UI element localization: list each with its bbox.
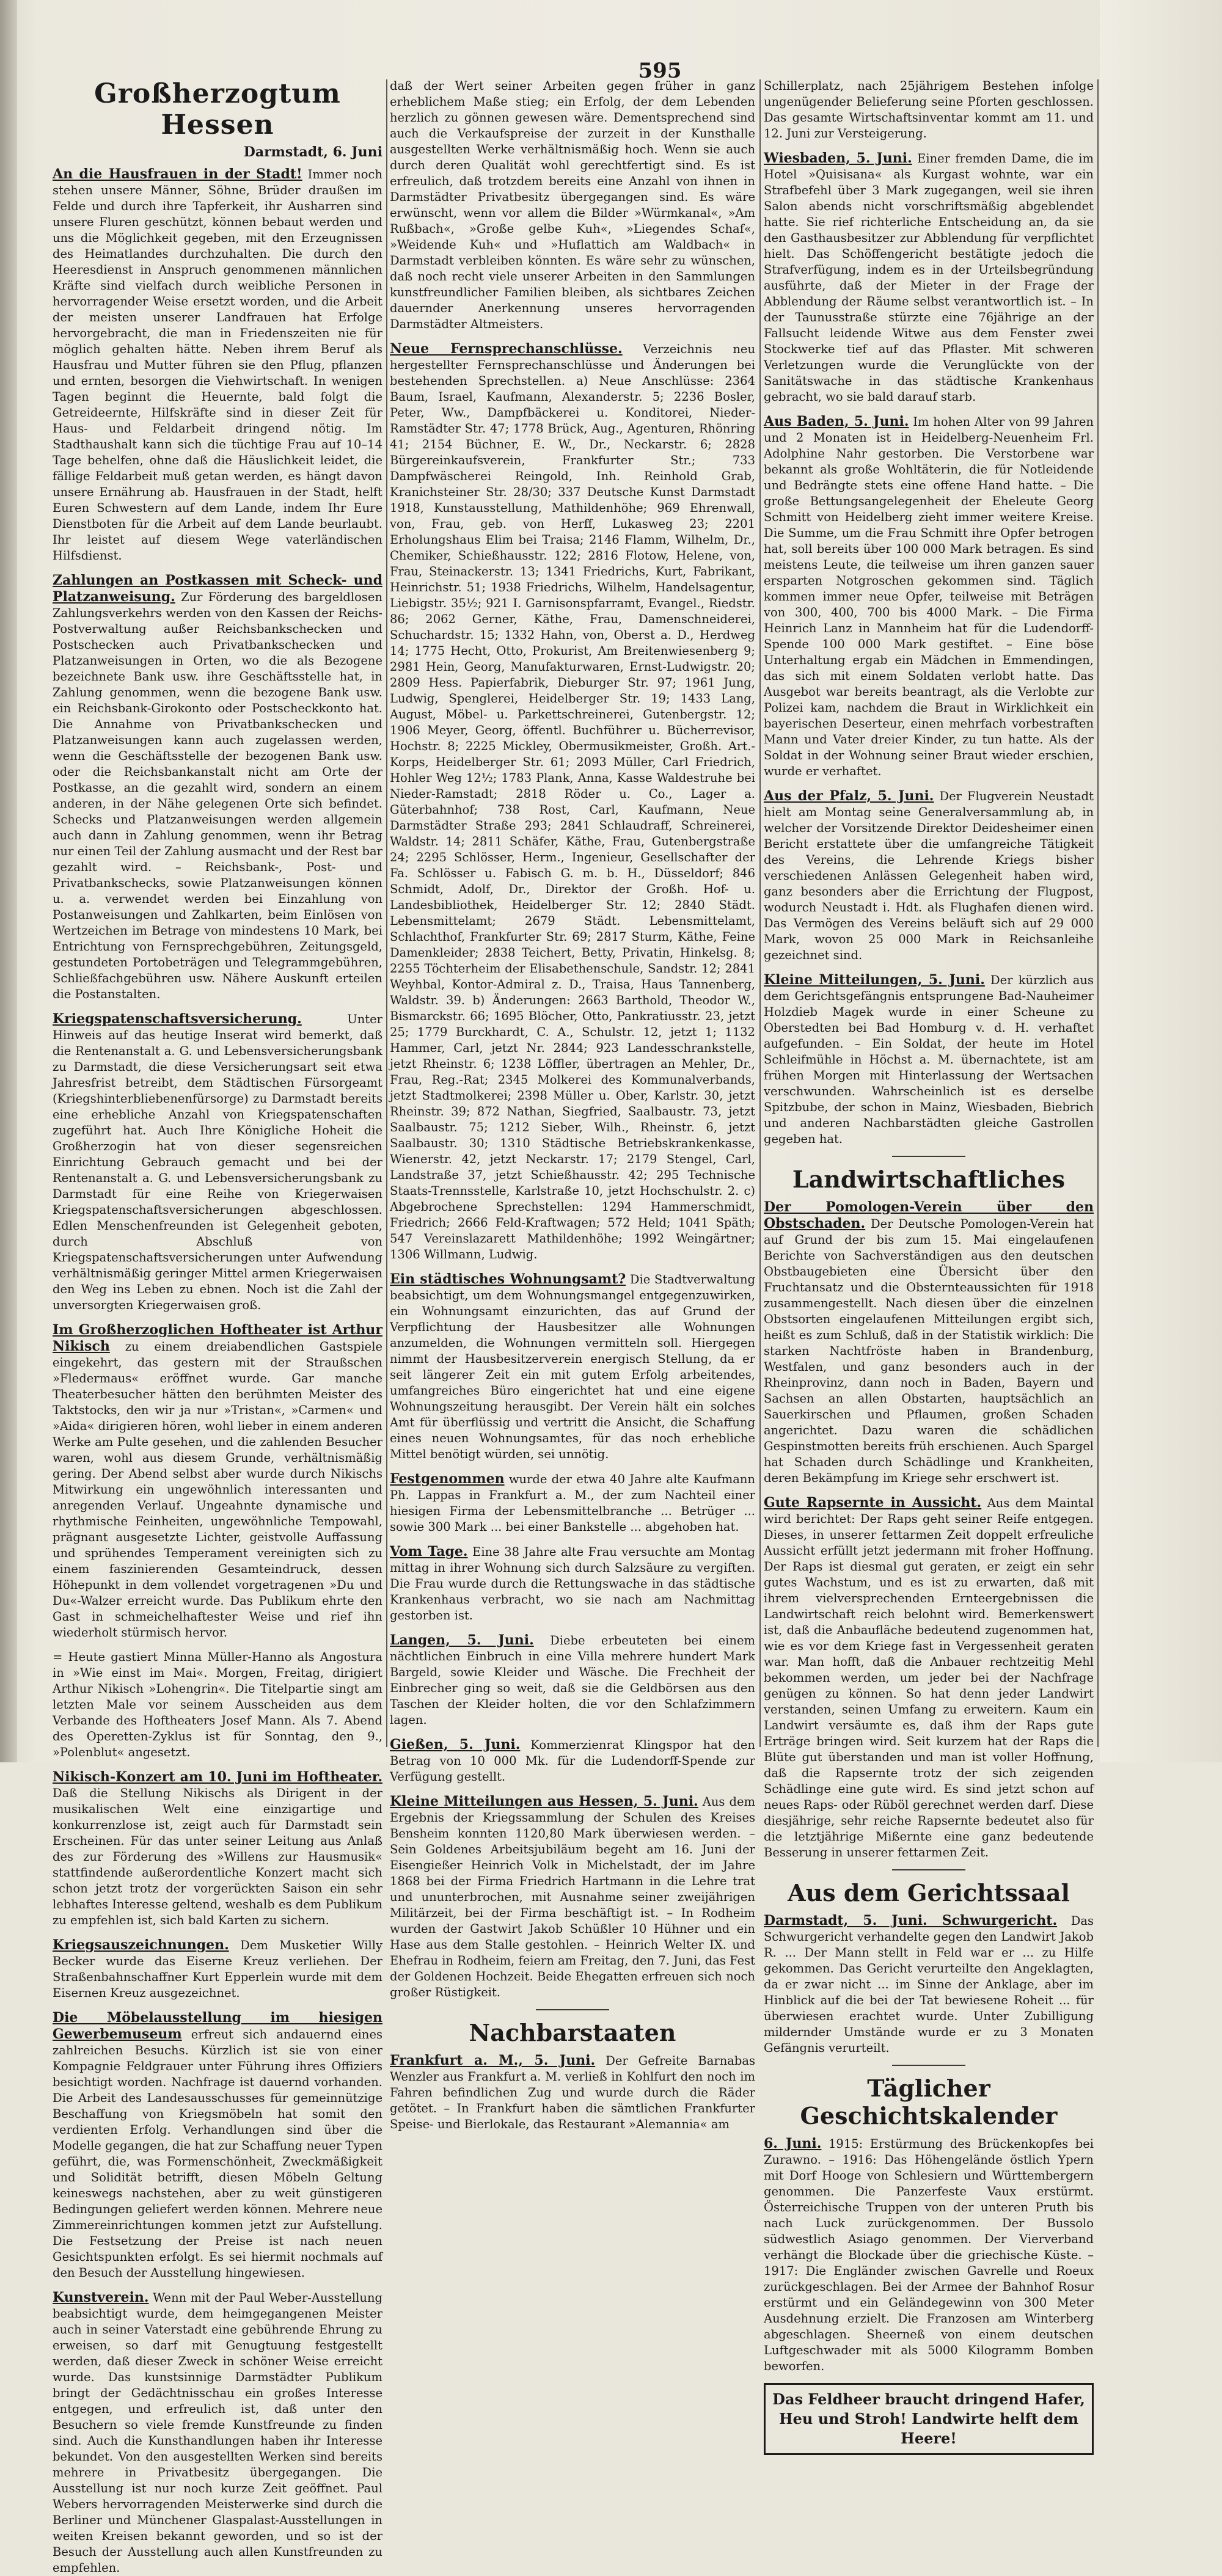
article-text: Eine 38 Jahre alte Frau versuchte am Montag mittag in ihrer Wohnung sich durch Salzsäure zu vergiften. Die Frau wurde durch die Rettungswache in das städtische Krankenhaus verbracht, wo sie nach am Nachmittag gestorben ist. — [390, 1545, 755, 1622]
article-title: Ein städtisches Wohnungsamt? — [390, 1271, 626, 1287]
notice-box: Das Feldheer braucht dringend Hafer, Heu und Stroh! Landwirte helft dem Heere! — [764, 2383, 1094, 2455]
article-title: Nikisch-Konzert am 10. Juni im Hoftheater. — [53, 1769, 382, 1785]
article-body — [390, 1632, 755, 1728]
article — [53, 1649, 382, 1761]
article-text: Immer noch stehen unsere Männer, Söhne, Brüder draußen im Felde und durch ihre Tapferkeit, ihr Ausharren sind unsere Fluren geschützt, können bebaut werden und uns die Möglichkeit gegeben, mit den Erzeugnissen des Heimatlandes durchzuhalten. Die durch den Heeresdienst in Anspruch genommenen männlichen Kräfte sind vielfach durch weibliche Personen in hervorragender Weise ersetzt worden, und die Arbeit der meisten unserer Landfrauen hat Erfolge hervorgebracht, die man in Friedenszeiten nie für möglich gehalten hätte. Neben ihrem Beruf als Hausfrau und Mutter führen sie den Pflug, pflanzen und ernten, besorgen die Viehwirtschaft. In wenigen Tagen beginnt die Heuernte, bald folgt die Getreideernte, Hilfskräfte sind in dieser Zeit für Haus- und Feldarbeit dringend nötig. Im Stadthaushalt kann sich die tüchtige Frau auf 10–14 Tage behelfen, ohne daß die Häuslichkeit leidet, die fällige Feldarbeit muß getan werden, es hängt davon unsere Ernährung ab. Hausfrauen in der Stadt, helft Euren Schwestern auf dem Lande, indem Ihr Eure Dienstboten für die Arbeit auf dem Lande beurlaubt. Ihr leistet auf diesem Wege vaterländischen Hilfsdienst. — [53, 167, 382, 563]
article-title: Zahlungen an Postkassen mit Scheck- und Platzanweisung. — [53, 572, 382, 605]
section-heading-gerichtssaal: Aus dem Gerichtssaal — [788, 1879, 1070, 1906]
article-text: zu einem dreiabendlichen Gastspiele eingekehrt, das gestern mit der Straußschen »Fledermaus« eröffnet wurde. Gar manche Theaterbesucher hätten den berühmten Meister des Taktstocks, den wir ja nur »Tristan«, »Carmen« und »Aida« dirigieren hören, wohl lieber in einem anderen Werke am Pulte gesehen, und die zahlenden Besucher waren, wohl aus diesem Grunde, verhältnismäßig gering. Der Abend selbst aber wurde durch Nikischs Mitwirkung ein ungewöhnlich interessanten und anregenden Verlauf. Ungeahnte dynamische und rhythmische Feinheiten, ungewöhnliche Tempowahl, prägnant ausgesetzte Lichter, geistvolle Auffassung und sprühendes Temperament vereinigten sich zu einem faszinierenden Gesamteindruck, dessen Höhepunkt in dem vollendet vorgetragenen »Du und Du«-Walzer erreicht wurde. Das Publikum ehrte den Gast in schmeichelhaftester Weise und rief ihn wiederholt stürmisch hervor. — [53, 1340, 382, 1640]
column-1-articles — [53, 166, 382, 2576]
article-body — [764, 972, 1094, 1147]
article — [764, 1495, 1094, 1861]
article-body — [764, 788, 1094, 963]
article-text: Diebe erbeuteten bei einem nächtlichen Einbruch in eine Villa mehrere hundert Mark Bargeld, sowie Kleider und Wäsche. Die Frechheit der Einbrecher ging so weit, daß sie die Geldbörsen aus den Taschen der Kleider holten, die vor den Schlafzimmern lagen. — [390, 1633, 755, 1727]
article-text: Der kürzlich aus dem Gerichtsgefängnis entsprungene Bad-Nauheimer Holzdieb Magek wurde in einer Scheune zu Oberstedten bei Bad Homburg v. d. H. verhaftet aufgefunden. – Ein Soldat, der heute im Hotel Schleifmühle in Höchst a. M. übernachtete, ist am frühen Morgen mit Hinterlassung der Wertsachen verschwunden. Wahrscheinlich ist es derselbe Spitzbube, der schon in Mainz, Wiesbaden, Biebrich und anderen Nachbarstädten gleiche Gastrollen gegeben hat. — [764, 973, 1094, 1146]
article-body — [390, 1471, 755, 1535]
column-rule-3 — [1097, 79, 1099, 1747]
article-title: Kriegsauszeichnungen. — [53, 1937, 229, 1953]
article-body — [53, 1649, 382, 1761]
article — [390, 1271, 755, 1462]
article-title: Wiesbaden, 5. Juni. — [764, 150, 912, 166]
column-1 — [53, 78, 383, 2575]
article — [53, 1011, 382, 1313]
article-body — [53, 166, 382, 564]
article — [53, 1769, 382, 1928]
article — [764, 150, 1094, 405]
article-title: Gießen, 5. Juni. — [390, 1737, 521, 1753]
nachbarstaaten-articles — [390, 2052, 755, 2133]
article-body — [390, 1544, 755, 1624]
article-body — [764, 150, 1094, 405]
page-number: 595 — [638, 59, 682, 83]
article-body — [390, 2052, 755, 2133]
article — [764, 2136, 1094, 2374]
article-text: 1915: Erstürmung des Brückenkopfes bei Zurawno. – 1916: Das Höhengelände östlich Ypern mit Dorf Hooge von Schlesiern und Württembergern genommen. Die Panzerfeste Vaux erstürmt. Österreichische Truppen von der unteren Pruth bis nach Luck zurückgenommen. Der Bussolo südwestlich Asiago genommen. Der Vierverband verhängt die Blockade über die griechische Küste. – 1917: Die Engländer zwischen Gavrelle und Roeux zurückgeschlagen. Bei der Armee der Bahnhof Rosur erstürmt und ein Geländegewinn von 300 Meter Ausdehnung erzielt. Die Franzosen am Winterberg abgeschlagen. Sheerneß von einem deutschen Luftgeschwader mit als 5000 Kilogramm Bomben beworfen. — [764, 2137, 1094, 2373]
article-title: Kunstverein. — [53, 2290, 149, 2305]
column-rule-2 — [759, 79, 761, 1747]
geschichtskalender-articles — [764, 2136, 1094, 2374]
article — [390, 1793, 755, 2001]
article-title: Vom Tage. — [390, 1544, 468, 1560]
article — [53, 1322, 382, 1641]
article-text: Verzeichnis neu hergestellter Fernsprechanschlüsse und Änderungen bei bestehenden Sprechstellen. a) Neue Anschlüsse: 2364 Baum, Israel, Kaufmann, Alexanderstr. 5; 2236 Bosler, Peter, Ww., Dampfbäckerei u. Konditorei, Nieder-Ramstädter Str. 47; 1778 Brück, Aug., Agenturen, Rhönring 41; 2154 Büchner, E. W., Dr., Neckarstr. 6; 2828 Bürgereinkaufsverein, Frankfurter Str.; 733 Dampfwäscherei Reingold, Inh. Reinhold Grab, Kranichsteiner Str. 28/30; 337 Deutsche Kunst Darmstadt 1918, Kunstausstellung, Mathildenhöhe; 969 Ehrenwall, von, Frau, geb. von Herff, Lukasweg 23; 2201 Erholungshaus Elim bei Traisa; 2146 Flamm, Wilhelm, Dr., Chemiker, Schießhausstr. 122; 2816 Flotow, Helene, von, Frau, Steinackerstr. 13; 1341 Friedrichs, Kurt, Fabrikant, Heinrichstr. 51; 1938 Friedrichs, Wilhelm, Handelsagentur, Liebigstr. 35½; 921 I. Garnisonspfarramt, Evangel., Riedstr. 86; 2062 Gerner, Käthe, Frau, Damenschneiderei, Schuchardstr. 15; 1332 Hahn, von, Oberst a. D., Herdweg 14; 1775 Hecht, Otto, Prokurist, Am Breitenwiesenberg 9; 2981 Hein, Georg, Manufakturwaren, Ernst-Ludwigstr. 20; 2809 Hess. Papierfabrik, Dieburger Str. 97; 1961 Jung, Ludwig, Spenglerei, Heidelberger Str. 19; 1433 Lang, August, Möbel- u. Parkettschreinerei, Gutenbergstr. 12; 1906 Meyer, Georg, öffentl. Buchführer u. Bücherrevisor, Hochstr. 8; 2225 Mickley, Obermusikmeister, Großh. Art.-Korps, Heidelberger Str. 61; 2093 Müller, Carl Friedrich, Hohler Weg 12½; 1783 Plank, Anna, Kasse Waldestruhe bei Nieder-Ramstadt; 2818 Röder u. Co., Lager a. Güterbahnhof; 738 Rost, Carl, Kaufmann, Neue Darmstädter Straße 293; 2841 Schlaudraff, Schreinerei, Waldstr. 14; 2811 Schäfer, Käthe, Frau, Gutenbergstraße 24; 2295 Schlösser, Herm., Ingenieur, Gesellschafter der Fa. Schlösser u. Fabisch G. m. b. H., Düsseldorf; 846 Schmidt, Adolf, Dr., Direktor der Großh. Hof- u. Landesbibliothek, Heidelberger Str. 12; 2840 Städt. Lebensmittelamt; 2679 Städt. Lebensmittelamt, Schlachthof, Frankfurter Str. 69; 2817 Sturm, Käthe, Feine Damenkleider; 2838 Teichert, Betty, Privatin, Hinkelsg. 8; 2255 Töchterheim der Elisabethenschule, Sandstr. 12; 2841 Weyhbal, Kontor-Admiral z. D., Traisa, Haus Tannenberg, Waldstr. 39. b) Änderungen: 2663 Barthold, Theodor W., Bismarckstr. 66; 1695 Blöcher, Otto, Pankratiusstr. 23, jetzt 25; 1779 Burckhardt, C. A., Schulstr. 12, jetzt 1; 1132 Hammer, Carl, jetzt Nr. 2844; 923 Landesschrankstelle, jetzt Rheinstr. 6; 1238 Löffler, übertragen an Mehler, Dr., Frau, Reg.-Rat; 2345 Molkerei des Kommunalverbands, jetzt Stadtmolkerei; 2398 Müller u. Ober, Karlstr. 30, jetzt Rheinstr. 39; 872 Nathan, Siegfried, Saalbaustr. 73, jetzt Saalbaustr. 75; 1212 Sieber, Wilh., Rheinstr. 6, jetzt Saalbaustr. 30; 1310 Städtische Betriebskrankenkasse, Wienerstr. 42, jetzt Neckarstr. 17; 2179 Stengel, Carl, Landstraße 37, jetzt Schießhausstr. 42; 295 Technische Staats-Trennsstelle, Karlstraße 10, jetzt Hochschulstr. 2. c) Abgebrochene Sprechstellen: 1294 Hammerschmidt, Friedrich; 2666 Feld-Kraftwagen; 572 Held; 1041 Späth; 547 Vereinslazarett Mathildenhöhe; 1992 Weingärtner; 1306 Willmann, Ludwig. — [390, 342, 756, 1261]
section-heading-nachbarstaaten: Nachbarstaaten — [469, 2019, 676, 2046]
article-text: Die Stadtverwaltung beabsichtigt, um dem Wohnungsmangel entgegenzuwirken, ein Wohnungsamt einzurichten, das auf Grund der Verpflichtung der Hausbesitzer alle Wohnungen anzumelden, die Wohnungen vermitteln soll. Hiergegen nimmt der Hausbesitzerverein energisch Stellung, da er seit längerer Zeit ein mit gutem Erfolg arbeitendes, umfangreiches Büro eingerichtet hat und eine eigene Wohnungszeitung herausgibt. Der Verein hält ein solches Amt für überflüssig und vertritt die Ansicht, die Schaffung eines neuen Wohnungsamtes, für das noch erhebliche Mittel benötigt würden, sei unnötig. — [390, 1272, 755, 1461]
dateline: Darmstadt, 6. Juni — [243, 144, 382, 160]
article-text: Dem Musketier Willy Becker wurde das Eiserne Kreuz verliehen. Der Straßenbahnschaffner Kurt Epperlein wurde mit dem Eisernen Kreuz ausgezeichnet. — [53, 1938, 382, 2000]
article-title: Aus der Pfalz, 5. Juni. — [764, 788, 934, 804]
article-text: Kommerzienrat Klingspor hat den Betrag von 10 000 Mk. für die Ludendorff-Spende zur Verfügung gestellt. — [390, 1738, 755, 1784]
article — [390, 341, 755, 1263]
landwirtschaft-articles — [764, 1199, 1094, 1861]
article-text: Schillerplatz, nach 25jährigem Bestehen infolge ungenügender Belieferung seine Pforten geschlossen. Das gesamte Wirtschaftsinventar kommt am 11. und 12. Juni zur Versteigerung. — [764, 79, 1094, 140]
article-body — [53, 2010, 382, 2281]
article-body — [53, 2290, 382, 2576]
article-body — [390, 78, 755, 332]
article-text: Daß die Stellung Nikischs als Dirigent in der musikalischen Welt eine einzigartige und konkurrenzlose ist, zeigt auch für Darmstadt sein Erscheinen. Für das unter seiner Leitung aus Anlaß des zur Förderung des »Willens zur Hausmusik« stattfindende außerordentliche Konzert macht sich schon jetzt trotz der vorgerückten Saison ein sehr lebhaftes Interesse geltend, weshalb es dem Publikum zu empfehlen ist, sich bald Karten zu sichern. — [53, 1786, 382, 1927]
article-text: Wenn mit der Paul Weber-Ausstellung beabsichtigt wurde, dem heimgegangenen Meister auch in seiner Vaterstadt eine gebührende Ehrung zu erweisen, so darf mit Genugtuung festgestellt werden, daß dieser Zweck in schöner Weise erreicht wurde. Das kunstsinnige Darmstädter Publikum bringt der Gedächtnisschau ein großes Interesse entgegen, und erfreulich ist, daß unter den Besuchern so viele fremde Kunstfreunde zu finden sind. Auch die Kunsthandlungen haben ihr Interesse bekundet. Von den ausgestellten Werken sind bereits mehrere in Privatbesitz übergegangen. Die Ausstellung ist nur noch kurze Zeit geöffnet. Paul Webers hervorragenden Meisterwerke sind durch die Berliner und Münchener Glaspalast-Ausstellungen in weiten Kreisen bekannt geworden, und so ist der Besuch der Ausstellung auch allen Kunstfreunden zu empfehlen. — [53, 2291, 382, 2575]
column-rule-1 — [386, 79, 387, 1747]
article-body — [764, 2136, 1094, 2374]
article-title: Kleine Mitteilungen, 5. Juni. — [764, 972, 985, 988]
article-title: An die Hausfrauen in der Stadt! — [53, 166, 302, 182]
article — [764, 1199, 1094, 1486]
article — [53, 2290, 382, 2576]
article-title: 6. Juni. — [764, 2136, 822, 2151]
section-separator — [892, 2065, 965, 2066]
article-title: Die Möbelausstellung im hiesigen Gewerbemuseum — [53, 2010, 382, 2042]
article-text: Aus dem Maintal wird berichtet: Der Raps geht seiner Reife entgegen. Dieses, in unserer fettarmen Zeit doppelt erfreuliche Aussicht erfüllt jetzt jedermann mit froher Hoffnung. Der Raps ist diesmal gut geraten, er zeigt ein sehr gutes Wachstum, und es ist zu erwarten, daß mit ihrem vielversprechenden Ernteergebnissen die Landwirtschaft reich belohnt wird. Bemerkenswert ist, daß die Anbaufläche bedeutend zugenommen hat, wie es vor dem Kriege fast in Vergessenheit geraten war. Man hofft, daß die Anbauer rechtzeitig Mehl bekommen werden, um jeder bei der Nachfrage genügen zu können. So hat denn jeder Landwirt verstanden, seinen Umfang zu erweitern. Kaum ein Landwirt versäumte es, daß ihm der Raps gute Erträge bringen wird. Seit kurzem hat der Raps die Blüte gut überstanden und man ist voller Hoffnung, daß die Rapsernte trotz der sich zeigenden Schädlinge eine gute wird. Es sind jetzt schon auf neues Raps- oder Rüböl gerechnet werden darf. Diese diesjährige, sehr reiche Rapsernte bedeutet also für die letztjährige Mißernte eine ganz bedeutende Besserung in unserer fettarmen Zeit. — [764, 1496, 1094, 1859]
article-title: Im Großherzoglichen Hoftheater ist Arthur Nikisch — [53, 1322, 382, 1354]
article — [764, 414, 1094, 779]
article-body — [764, 78, 1094, 142]
article-title: Frankfurt a. M., 5. Juni. — [390, 2052, 596, 2068]
article-body — [53, 1322, 382, 1641]
article — [764, 78, 1094, 142]
article-title: Der Pomologen-Verein über den Obstschaden. — [764, 1199, 1094, 1231]
article-text: Unter Hinweis auf das heutige Inserat wird bemerkt, daß die Rentenanstalt a. G. und Lebensversicherungsbank zu Darmstadt, die diese Versicherungsart seit etwa Jahresfrist betreibt, dem Städtischen Fürsorgeamt (Kriegshinterbliebenenfürsorge) zu Darmstadt bereits eine erhebliche Anzahl von Kriegspatenschaften zugeführt hat. Auch Ihre Königliche Hoheit die Großherzogin hat von dieser segensreichen Einrichtung Gebrauch gemacht und bei der Rentenanstalt a. G. und Lebensversicherungsbank zu Darmstadt für eine Reihe von Kriegerwaisen Kriegspatenschaftsversicherungen abgeschlossen. Edlen Menschenfreunden ist Gelegenheit geboten, durch Abschluß von Kriegspatenschaftsversicherungen unter Aufwendung verhältnismäßig geringer Mittel armen Kriegerwaisen den Weg ins Leben zu ebnen. Noch ist die Zahl der unversorgten Kriegerwaisen groß. — [53, 1012, 382, 1312]
article-title: Festgenommen — [390, 1471, 505, 1487]
column-2-articles — [390, 78, 755, 2001]
article-text: erfreut sich andauernd eines zahlreichen Besuchs. Kürzlich ist sie von einer Kompagnie Feldgrauer unter Führung ihres Offiziers besichtigt worden. Nachfrage ist dauernd vorhanden. Die Arbeit des Landesausschusses für gemeinnützige Beschaffung von Kriegsmöbeln hat somit den verdienten Erfolg. Verhandlungen sind über die Modelle gegangen, die hat zur Schaffung neuer Typen geführt, die, was Formenschönheit, Zweckmäßigkeit und Solidität betrifft, diesen Möbeln Geltung keineswegs nachstehen, aber zu weit günstigeren Bedingungen geliefert werden können. Mehrere neue Zimmereinrichtungen kommen jetzt zur Aufstellung. Die Festsetzung der Preise ist nach neuen Gesichtspunkten erfolgt. Es sei hiermit nochmals auf den Besuch der Ausstellung hingewiesen. — [53, 2027, 382, 2280]
article-title: Langen, 5. Juni. — [390, 1632, 534, 1648]
article — [390, 2052, 755, 2133]
article-title: Kriegspatenschaftsversicherung. — [53, 1011, 302, 1027]
article — [53, 572, 382, 1002]
article-body — [53, 1769, 382, 1928]
article-text: Der Deutsche Pomologen-Verein hat auf Grund der bis zum 15. Mai eingelaufenen Berichte von Sachverständigen aus den deutschen Obstbaugebieten eine Übersicht über den Fruchtansatz und die Obsternteaussichten für 1918 zusammengestellt. Nach diesen über die einzelnen Obstsorten eingelaufenen Mitteilungen ergibt sich, heißt es zum Schluß, daß in der Statistik wirklich: Die starken Nachtfröste haben in Brandenburg, Westfalen, und ganz besonders auch in der Rheinprovinz, dann noch in Baden, Bayern und Sachsen an allen Obstarten, hauptsächlich an Sauerkirschen und Pflaumen, großen Schaden angerichtet. Dazu waren die schädlichen Gespinstmotten bereits früh erschienen. Auch Spargel hat Schaden durch Schädlinge und Krankheiten, deren Bekämpfung im Kriege sehr erschwert ist. — [764, 1217, 1094, 1485]
article — [390, 1544, 755, 1624]
article-text: Der Gefreite Barnabas Wenzler aus Frankfurt a. M. verließ in Kohlfurt den noch im Fahren befindlichen Zug und wurde durch die Räder getötet. – In Frankfurt haben die sämtlichen Frankfurter Speise- und Bierlokale, das Restaurant »Alemannia« am — [390, 2054, 756, 2131]
column-2 — [390, 78, 756, 2131]
scan-binding-edge — [0, 0, 17, 1762]
article — [390, 1471, 755, 1535]
article — [764, 788, 1094, 963]
article-body — [390, 341, 755, 1263]
article-text: wurde der etwa 40 Jahre alte Kaufmann Ph. Lappas in Frankfurt a. M., der zum Nachteil einer hiesigen Firma der Lebensmittelbranche ... Betrüger ... sowie 300 Mark ... bei einer Bankstelle ... abgehoben hat. — [390, 1472, 755, 1534]
article-title: Neue Fernsprechanschlüsse. — [390, 341, 623, 357]
section-heading-landwirtschaftliches: Landwirtschaftliches — [792, 1166, 1066, 1193]
section-separator — [892, 1869, 965, 1870]
page-margin-right — [1100, 0, 1222, 1762]
column-3 — [764, 78, 1094, 2447]
section-separator — [892, 1156, 965, 1157]
article-title: Aus Baden, 5. Juni. — [764, 414, 909, 429]
article-body — [764, 414, 1094, 779]
article-text: daß der Wert seiner Arbeiten gegen früher in ganz erheblichem Maße stieg; ein Erfolg, der dem Lebenden herzlich zu gönnen gewesen wäre. Dementsprechend sind auch die Verkaufspreise der zurzeit in der Kunsthalle ausgestellten Werke verhältnismäßig hoch. Wenn sie auch durch deren Qualität wohl gerechtfertigt sind. Es ist erfreulich, daß trotzdem bereits eine Anzahl von ihnen in Darmstädter Privatbesitz übergegangen sind. Es wäre erwünscht, wenn vor allem die Bilder »Würmkanal«, »Am Rußbach«, »Große gelbe Kuh«, »Liegendes Schaf«, »Weidende Kuh« und »Huflattich am Waldbach« in Darmstadt verbleiben könnten. Es wäre sehr zu wünschen, daß noch recht viele unserer Arbeiten in den Sammlungen kunstfreundlicher Familien bleiben, als sichtbares Zeichen dauernder Anerkennung unseres hervorragenden Darmstädter Altmeisters. — [390, 79, 755, 331]
section-separator — [536, 2009, 609, 2010]
article — [764, 1913, 1094, 2056]
gerichtssaal-articles — [764, 1913, 1094, 2056]
article-text: Im hohen Alter von 99 Jahren und 2 Monaten ist in Heidelberg-Neuenheim Frl. Adolphine Nahr gestorben. Die Verstorbene war bekannt als große Wohltäterin, die für Notleidende und Bedrängte stets eine offene Hand hatte. – Die große Bettungsangelegenheit der Eheleute Georg Schmitt von Heidelberg zieht immer weitere Kreise. Die Summe, um die Frau Schmitt ihre Opfer betrogen hat, soll bereits über 100 000 Mark betragen. Es sind meistens Leute, die teilweise um ihren ganzen sauer ersparten Notgroschen gekommen sind. Täglich kommen immer neue Opfer, teilweise mit Beträgen von 300, 400, 700 bis 4000 Mark. – Die Firma Heinrich Lanz in Mannheim hat für die Ludendorff-Spende 100 000 Mark gestiftet. – Eine böse Unterhaltung ergab ein Mädchen in Emmendingen, das sich mit einem Soldaten verlobt hatte. Das Ausgebot war bereits beantragt, als die Verlobte zur Polizei kam, nachdem die Braut in Wirklichkeit ein bayerischen Deserteur, einen mehrfach vorbestraften Mann und Vater dreier Kinder, zu tun hatte. Als der Soldat in der Wohnung seiner Braut wieder erschien, wurde er verhaftet. — [764, 415, 1094, 778]
article — [390, 1632, 755, 1728]
article-title: Gute Rapsernte in Aussicht. — [764, 1495, 982, 1511]
article-body — [390, 1737, 755, 1785]
article — [390, 1737, 755, 1785]
section-heading-geschichtskalender: Täglicher Geschichtskalender — [800, 2074, 1058, 2129]
column-3-articles — [764, 78, 1094, 1147]
article — [53, 166, 382, 564]
article-text: Zur Förderung des bargeldlosen Zahlungsverkehrs werden von den Kassen der Reichs-Postverwaltung außer Reichsbankschecken und Postschecken auch Privatbankschecken und Platzanweisungen in Orten, wo die als Bezogene bezeichnete Bank usw. ihre Geschäftsstelle hat, in Zahlung genommen, wenn die bezogene Bank usw. ein Reichsbank-Girokonto oder Postscheckkonto hat. Die Annahme von Privatbankschecken und Platzanweisungen kann auch zugelassen werden, wenn die Geschäftsstelle der bezogenen Bank usw. oder die Reichsbankanstalt nicht am Orte der Postkasse, an die gezahlt wird, sondern an einem anderen, in der Nähe gelegenen Orte sich befindet. Schecks und Platzanweisungen werden allgemein auch dann in Zahlung genommen, wenn ihr Betrag nur einen Teil der Zahlung ausmacht und der Rest bar gezahlt wird. – Reichsbank-, Post- und Privatbankschecks, sowie Platzanweisungen können u. a. verwendet werden bei Einzahlung von Postanweisungen und Zahlkarten, beim Einlösen von Wertzeichen im Betrage von mindestens 10 Mark, bei Entrichtung von Fernsprechgebühren, Zeitungsgeld, gestundeten Portobeträgen und Telegrammgebühren, Schließfachgebühren usw. Nähere Auskunft erteilen die Postanstalten. — [53, 590, 383, 1001]
article-text: Das Schwurgericht verhandelte gegen den Landwirt Jakob R. ... Der Mann stellt in Feld war er ... zu Hilfe gekommen. Das Gericht verurteilte den Angeklagten, da er zwar nicht ... im Sinne der Anklage, aber im Hinblick auf die bei der Tat bewiesene Roheit ... für überwiesen erachtet wurde. Unter Zubilligung mildernder Umstände wurde er zu 3 Monaten Gefängnis verurteilt. — [764, 1914, 1094, 2055]
section-heading-hessen: Großherzogtum Hessen — [94, 78, 341, 140]
article — [390, 78, 755, 332]
article — [53, 2010, 382, 2281]
article-body — [390, 1793, 755, 2001]
article — [764, 972, 1094, 1147]
article-title: Kleine Mitteilungen aus Hessen, 5. Juni. — [390, 1793, 698, 1809]
article-body — [764, 1199, 1094, 1486]
article-body — [764, 1495, 1094, 1861]
article-text: Einer fremden Dame, die im Hotel »Quisisana« als Kurgast wohnte, war ein Strafbefehl über 3 Mark zugegangen, weil sie ihren Salon abends nicht vorschriftsmäßig abgeblendet hatte. Sie rief richterliche Entscheidung an, da sie den Gasthausbesitzer zur Abblendung für verpflichtet hielt. Das Schöffengericht bestätigte jedoch die Strafverfügung, indem es in der Urteilsbegründung ausführte, daß der Mieter in der Frage der Abblendung der Räume selbst verantwortlich ist. – In der Taunusstraße stürzte eine 76jährige an der Fallsucht leidende Witwe aus dem Fenster zwei Stockwerke tief auf das Pflaster. Mit schweren Verletzungen wurde die Verunglückte von der Sanitätswache in das städtische Krankenhaus gebracht, wo sie bald darauf starb. — [764, 151, 1094, 404]
article-title: Darmstadt, 5. Juni. Schwurgericht. — [764, 1913, 1058, 1928]
article — [53, 1937, 382, 2001]
article-body — [390, 1271, 755, 1462]
article-body — [764, 1913, 1094, 2056]
article-text: Der Flugverein Neustadt hielt am Montag seine Generalversammlung ab, in welcher der Vorsitzende Direktor Deidesheimer einen Bericht erstattete über die umfangreiche Tätigkeit des Vereins, die Lehrende Kriegs bisher verschiedenen Anlässen Gelegenheit haben wird, ganz besonders aber die Errichtung der Flugpost, wodurch Neustadt i. Hdt. als Flughafen dienen wird. Das Vermögen des Vereins beläuft sich auf 29 000 Mark, wovon 25 000 Mark in Reichsanleihe gezeichnet sind. — [764, 789, 1094, 962]
article-body — [53, 572, 382, 1002]
article-text: Aus dem Ergebnis der Kriegssammlung der Schulen des Kreises Bensheim konnten 1120,80 Mark überwiesen werden. – Sein Goldenes Arbeitsjubiläum begeht am 16. Juni der Eisengießer Heinrich Volk in Michelstadt, der im Jahre 1868 bei der Firma Friedrich Hartmann in die Lehre trat und ununterbrochen, mit Ausnahme seiner zweijährigen Militärzeit, bei der Firma beschäftigt ist. – In Rodheim wurden der Gastwirt Jakob Schüßler 10 Hühner und ein Hase aus dem Stalle gestohlen. – Heinrich Welter IX. und Ehefrau in Rodheim, feiern am Freitag, den 7. Juni, das Fest der Goldenen Hochzeit. Beide Ehegatten erfreuen sich noch großer Rüstigkeit. — [390, 1795, 755, 1999]
article-text: = Heute gastiert Minna Müller-Hanno als Angostura in »Wie einst im Mai«. Morgen, Freitag, dirigiert Arthur Nikisch »Lohengrin«. Die Titelpartie singt am letzten Male vor seinem Ausscheiden aus dem Verbande des Hoftheaters Josef Mann. Als 7. Abend des Operetten-Zyklus ist für Sonntag, den 9., »Polenblut« angesetzt. — [53, 1650, 382, 1759]
article-body — [53, 1937, 382, 2001]
article-body — [53, 1011, 382, 1313]
